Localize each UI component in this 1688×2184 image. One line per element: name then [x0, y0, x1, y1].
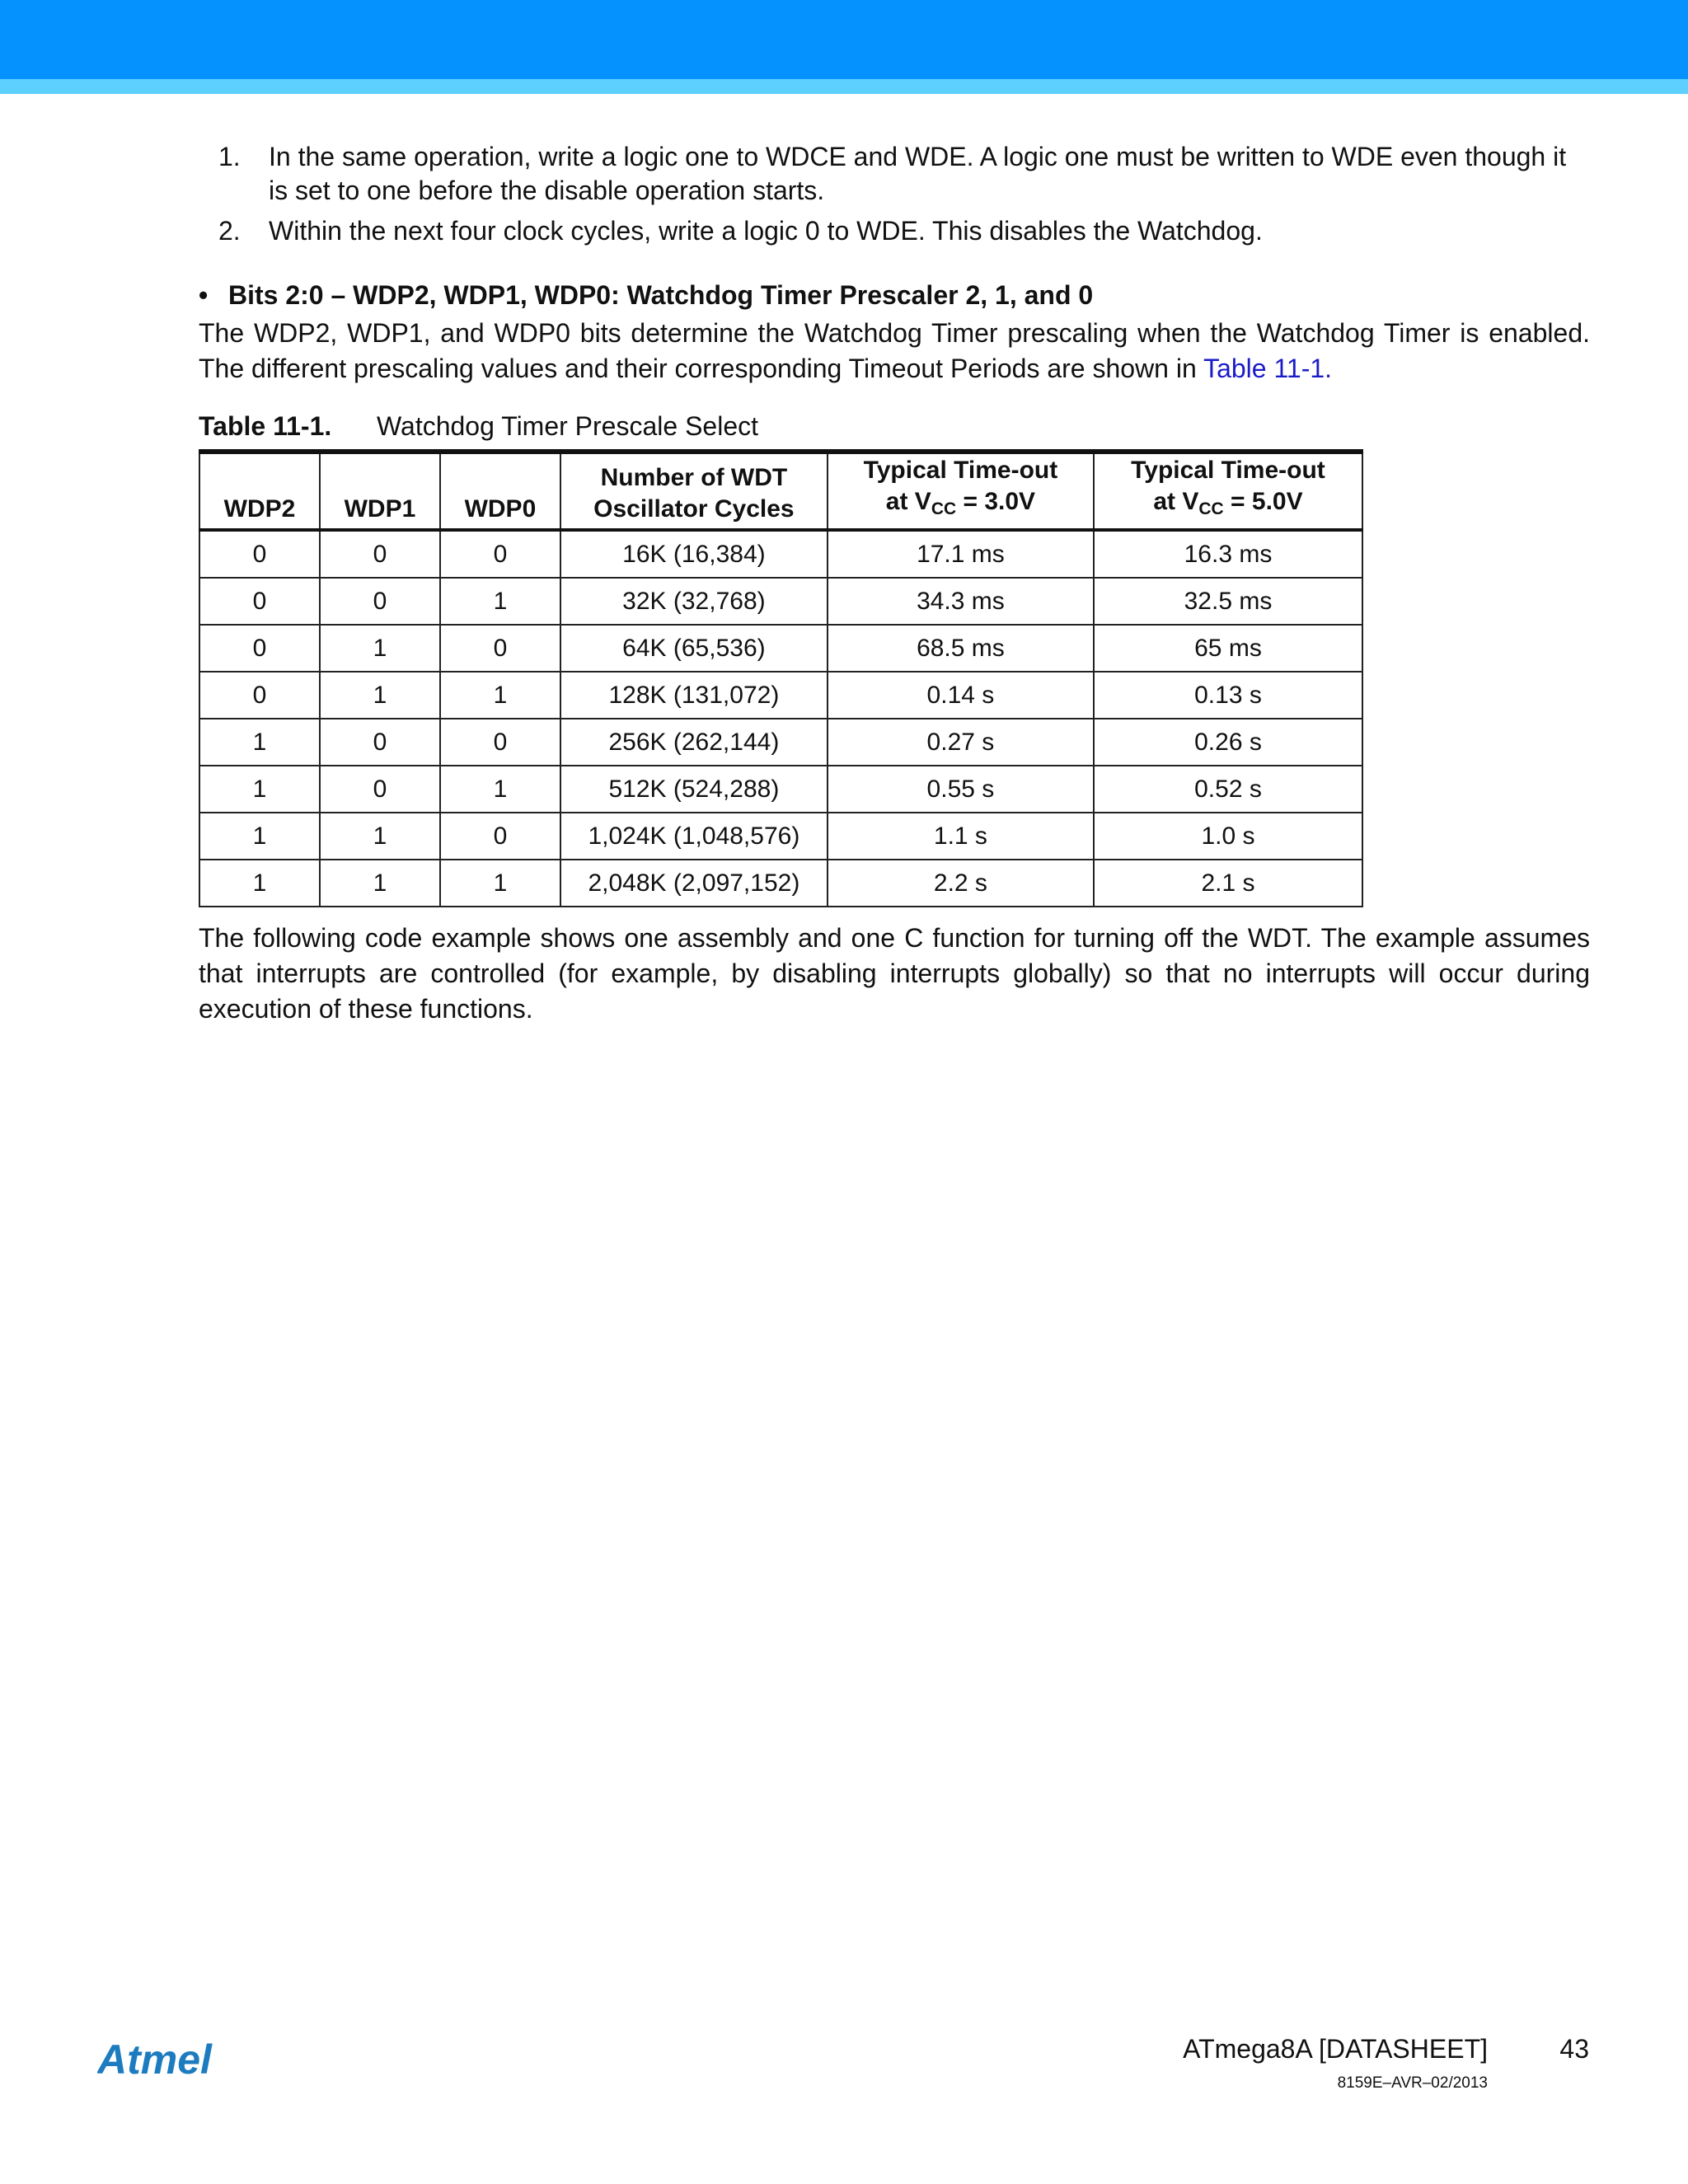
header-timeout-5v-sub: CC [1198, 499, 1224, 518]
cell-timeout-5v: 0.52 s [1094, 766, 1362, 813]
cell-wdp2: 1 [199, 719, 320, 766]
table-header-row [199, 452, 1362, 530]
cell-cycles: 64K (65,536) [560, 625, 828, 672]
header-timeout-5v-prefix: at V [1153, 488, 1199, 515]
cell-cycles: 128K (131,072) [560, 672, 828, 719]
header-timeout-3v-prefix: at V [885, 488, 931, 515]
section-heading-text: Bits 2:0 – WDP2, WDP1, WDP0: Watchdog Timer Prescaler 2, 1, and 0 [228, 280, 1094, 310]
cell-wdp1: 1 [320, 672, 440, 719]
cell-wdp0: 0 [440, 530, 560, 578]
cell-timeout-3v: 0.55 s [828, 766, 1094, 813]
table-row [199, 578, 1362, 625]
header-timeout-3v-sub: CC [931, 499, 957, 518]
header-timeout-5v [1094, 452, 1362, 530]
disable-steps-list [199, 140, 1590, 248]
atmel-logo [97, 2036, 239, 2085]
cell-wdp0: 1 [440, 672, 560, 719]
cell-cycles: 2,048K (2,097,152) [560, 860, 828, 907]
cell-timeout-3v: 0.14 s [828, 672, 1094, 719]
header-timeout-3v-line1: Typical Time-out [863, 457, 1058, 484]
page-content [199, 140, 1590, 1027]
list-item [199, 214, 1590, 248]
cell-timeout-3v: 17.1 ms [828, 530, 1094, 578]
cell-wdp2: 0 [199, 530, 320, 578]
section-heading [199, 279, 1590, 312]
cell-timeout-5v: 2.1 s [1094, 860, 1362, 907]
cell-wdp1: 1 [320, 625, 440, 672]
closing-paragraph: The following code example shows one assembly and one C function for turning off the WDT. The example assumes that interrupts are controlled (for example, by disabling interrupts globally) so that no interrupts will occur during execution of these functions. [199, 923, 1590, 1024]
cell-wdp2: 1 [199, 766, 320, 813]
cell-timeout-5v: 16.3 ms [1094, 530, 1362, 578]
cell-timeout-5v: 0.13 s [1094, 672, 1362, 719]
cell-wdp0: 0 [440, 719, 560, 766]
footer-page-number: 43 [1559, 2034, 1589, 2064]
cell-timeout-5v: 32.5 ms [1094, 578, 1362, 625]
cell-wdp0: 0 [440, 625, 560, 672]
step-number: 1. [218, 142, 241, 171]
cell-wdp0: 0 [440, 813, 560, 860]
cell-cycles: 16K (16,384) [560, 530, 828, 578]
cell-wdp2: 0 [199, 625, 320, 672]
list-item [199, 140, 1590, 208]
cell-wdp1: 1 [320, 813, 440, 860]
prescale-table [199, 449, 1363, 907]
cell-timeout-3v: 2.2 s [828, 860, 1094, 907]
header-bar [0, 0, 1688, 79]
header-cycles-line2: Oscillator Cycles [593, 495, 795, 523]
cell-timeout-5v: 0.26 s [1094, 719, 1362, 766]
header-timeout-3v-suffix: = 3.0V [956, 488, 1036, 515]
table-row [199, 860, 1362, 907]
header-wdp0: WDP0 [440, 452, 560, 530]
header-timeout-5v-line1: Typical Time-out [1131, 457, 1325, 484]
header-wdp1: WDP1 [320, 452, 440, 530]
step-text: In the same operation, write a logic one to WDCE and WDE. A logic one must be written to WDE even though it is set to one before the disable operation starts. [269, 142, 1567, 205]
cell-timeout-3v: 1.1 s [828, 813, 1094, 860]
header-timeout-3v [828, 452, 1094, 530]
cell-cycles: 256K (262,144) [560, 719, 828, 766]
table-row [199, 672, 1362, 719]
header-stripe [0, 79, 1688, 94]
atmel-logo-text: Atmel [97, 2036, 212, 2083]
step-text: Within the next four clock cycles, write a logic 0 to WDE. This disables the Watchdog. [269, 216, 1263, 246]
table-caption-number: Table 11-1. [199, 411, 332, 441]
section-paragraph [199, 316, 1590, 387]
header-cycles [560, 452, 828, 530]
table-reference-link[interactable]: Table 11-1 [1203, 354, 1325, 383]
table-row [199, 625, 1362, 672]
paragraph-text: The WDP2, WDP1, and WDP0 bits determine the Watchdog Timer prescaling when the Watchdog Timer is enabled. The different prescaling values and their corresponding Timeout Periods are shown in [199, 318, 1590, 383]
footer-doc-title: ATmega8A [DATASHEET] [1183, 2034, 1488, 2064]
header-cycles-line1: Number of WDT [600, 464, 788, 491]
table-row [199, 766, 1362, 813]
cell-cycles: 32K (32,768) [560, 578, 828, 625]
table-row [199, 813, 1362, 860]
cell-wdp2: 0 [199, 672, 320, 719]
table-caption [199, 410, 1590, 443]
cell-timeout-3v: 0.27 s [828, 719, 1094, 766]
cell-cycles: 1,024K (1,048,576) [560, 813, 828, 860]
cell-cycles: 512K (524,288) [560, 766, 828, 813]
cell-wdp2: 1 [199, 813, 320, 860]
cell-wdp2: 1 [199, 860, 320, 907]
paragraph-end: . [1325, 354, 1333, 383]
table-row [199, 719, 1362, 766]
cell-wdp1: 0 [320, 530, 440, 578]
cell-wdp1: 0 [320, 766, 440, 813]
step-number: 2. [218, 216, 241, 246]
cell-timeout-3v: 34.3 ms [828, 578, 1094, 625]
cell-wdp1: 0 [320, 719, 440, 766]
header-wdp2: WDP2 [199, 452, 320, 530]
cell-wdp0: 1 [440, 578, 560, 625]
cell-timeout-5v: 1.0 s [1094, 813, 1362, 860]
cell-wdp0: 1 [440, 860, 560, 907]
cell-timeout-3v: 68.5 ms [828, 625, 1094, 672]
table-caption-title: Watchdog Timer Prescale Select [377, 411, 758, 441]
cell-wdp0: 1 [440, 766, 560, 813]
cell-wdp1: 1 [320, 860, 440, 907]
bullet-icon: • [199, 280, 209, 310]
cell-timeout-5v: 65 ms [1094, 625, 1362, 672]
cell-wdp2: 0 [199, 578, 320, 625]
table-row [199, 530, 1362, 578]
footer-doc-id: 8159E–AVR–02/2013 [1337, 2074, 1488, 2092]
cell-wdp1: 0 [320, 578, 440, 625]
header-timeout-5v-suffix: = 5.0V [1223, 488, 1303, 515]
table-body [199, 530, 1362, 907]
